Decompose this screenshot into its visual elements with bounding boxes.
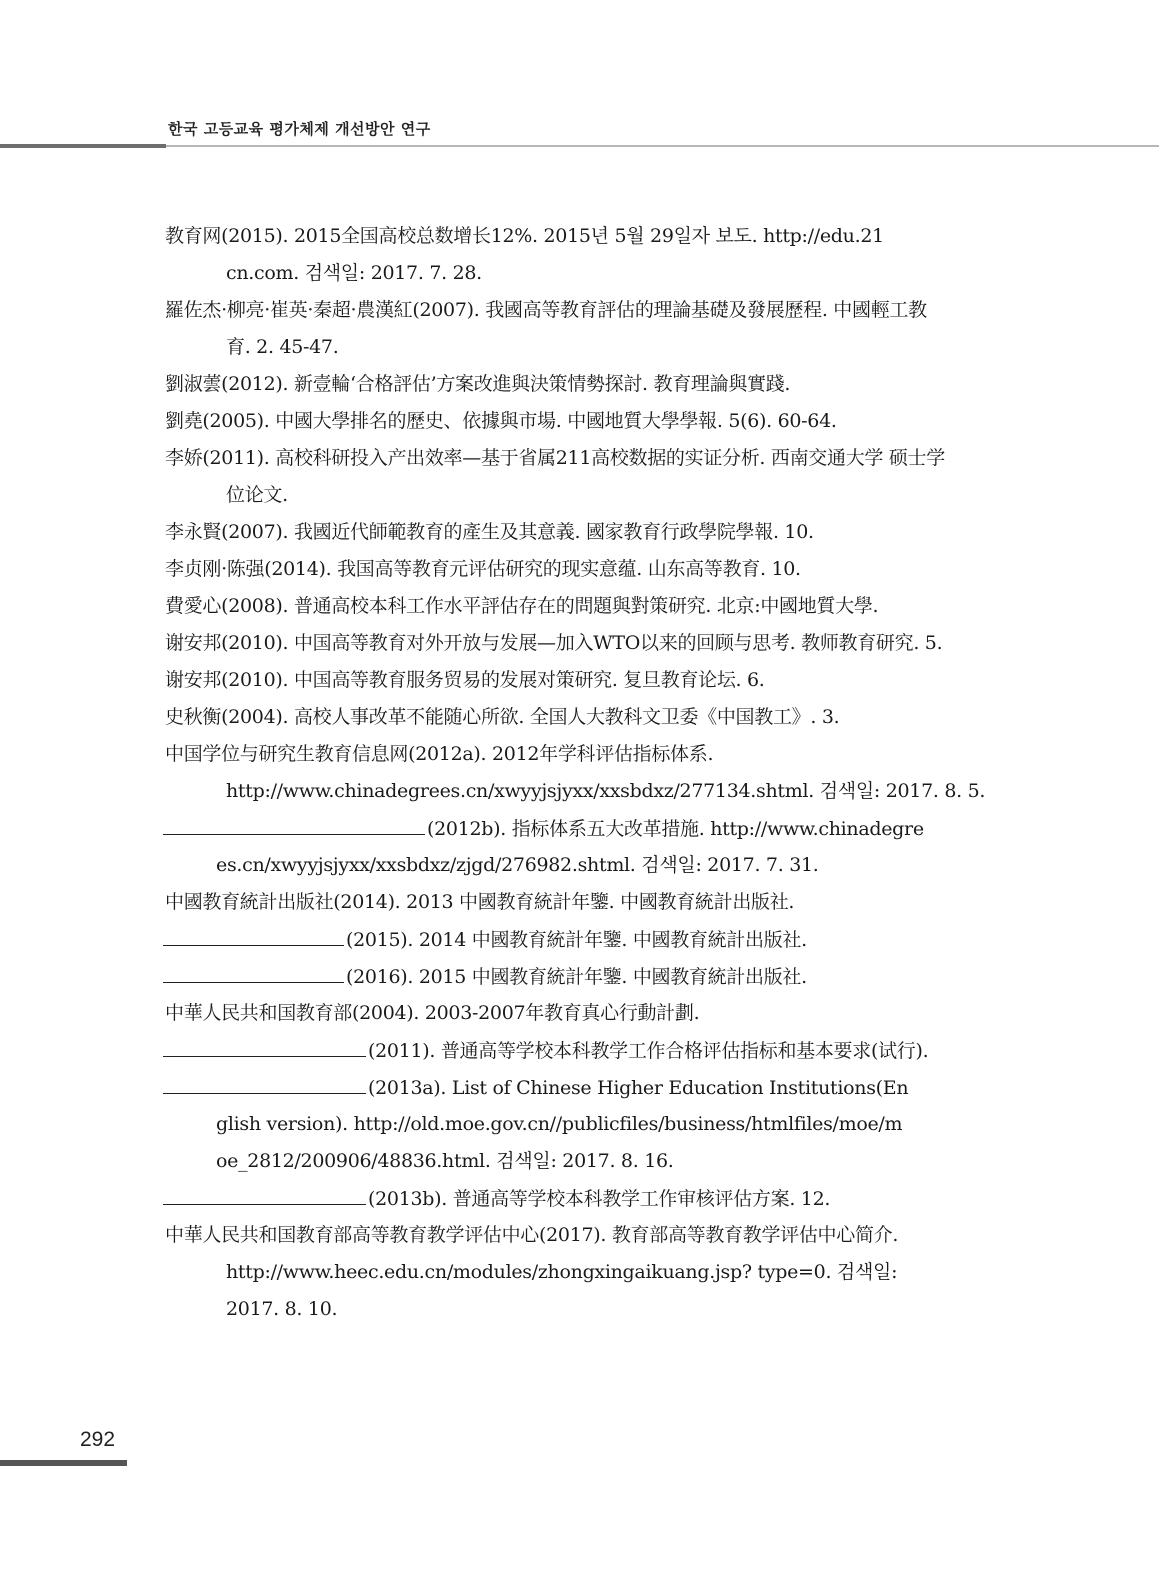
reference-text: (2012b). 指标体系五大改革措施. http://www.chinadegre xyxy=(427,818,924,840)
reference-text: (2011). 普通高等学校本科教学工作合格评估指标和基本要求(试行). xyxy=(368,1040,929,1062)
reference-line: 谢安邦(2010). 中国高等教育对外开放与发展—加入WTO以来的回顾与思考. 教师教育研究. 5. xyxy=(165,632,943,654)
reference-line: 中華人民共和国教育部(2004). 2003-2007年教育真心行動計劃. xyxy=(165,1002,700,1024)
reference-line: oe_2812/200906/48836.html. 검색일: 2017. 8. 16. xyxy=(216,1150,674,1172)
reference-line-continued xyxy=(163,1075,908,1100)
reference-line: 李永賢(2007). 我國近代師範教育的產生及其意義. 國家教育行政學院學報. 10. xyxy=(165,521,814,543)
reference-line: 育. 2. 45-47. xyxy=(226,336,339,358)
reference-line-continued xyxy=(163,927,807,952)
ditto-rule xyxy=(163,1038,366,1057)
reference-line: http://www.heec.edu.cn/modules/zhongxingaikuang.jsp? type=0. 검색일: xyxy=(226,1261,898,1283)
footer-rule xyxy=(0,1460,127,1466)
reference-line: es.cn/xwyyjsjyxx/xxsbdxz/zjgd/276982.shtml. 검색일: 2017. 7. 31. xyxy=(216,854,819,876)
reference-line: 谢安邦(2010). 中国高等教育服务贸易的发展对策研究. 复旦教育论坛. 6. xyxy=(165,669,765,691)
reference-text: (2015). 2014 中國教育統計年鑒. 中國教育統計出版社. xyxy=(346,929,807,951)
reference-line: http://www.chinadegrees.cn/xwyyjsjyxx/xxsbdxz/277134.shtml. 검색일: 2017. 8. 5. xyxy=(226,780,986,802)
reference-text: (2016). 2015 中國教育統計年鑒. 中國教育統計出版社. xyxy=(346,966,807,988)
reference-line: 李娇(2011). 高校科研投入产出效率—基于省属211高校数据的实证分析. 西南交通大学 硕士学 xyxy=(165,447,945,469)
ditto-rule xyxy=(163,816,425,835)
reference-line: 劉淑蕓(2012). 新壹輪‘合格評估’方案改進與決策情勢探討. 教育理論與實踐. xyxy=(165,373,791,395)
header-rule xyxy=(166,145,1159,147)
ditto-rule xyxy=(163,927,344,946)
ditto-rule xyxy=(163,1075,366,1094)
reference-line: 羅佐杰·柳亮·崔英·秦超·農漢紅(2007). 我國高等教育評估的理論基礎及發展歷程. 中國輕工教 xyxy=(165,299,927,321)
reference-line: glish version). http://old.moe.gov.cn//publicfiles/business/htmlfiles/moe/m xyxy=(216,1113,903,1135)
ditto-rule xyxy=(163,964,344,983)
running-header-title: 한국 고등교육 평가체제 개선방안 연구 xyxy=(168,120,431,138)
reference-line: 中國教育統計出版社(2014). 2013 中國教育統計年鑒. 中國教育統計出版社. xyxy=(165,891,795,913)
reference-line: 費愛心(2008). 普通高校本科工作水平評估存在的問題與對策研究. 北京:中國地質大學. xyxy=(165,595,879,617)
ditto-rule xyxy=(163,1186,366,1205)
reference-text: (2013a). List of Chinese Higher Education Institutions(En xyxy=(368,1077,909,1099)
reference-line: 教育网(2015). 2015全国高校总数增长12%. 2015년 5월 29일자 보도. http://edu.21 xyxy=(165,225,884,247)
reference-line: 劉堯(2005). 中國大學排名的歷史、依據與市場. 中國地質大學學報. 5(6). 60-64. xyxy=(165,410,837,432)
reference-line-continued xyxy=(163,1186,830,1211)
reference-line: cn.com. 검색일: 2017. 7. 28. xyxy=(226,262,482,284)
header-rule-accent xyxy=(0,144,166,148)
reference-line: 史秋衡(2004). 高校人事改革不能随心所欲. 全国人大教科文卫委《中国教工》. 3. xyxy=(165,706,840,728)
page-number: 292 xyxy=(80,1428,116,1451)
reference-line: 李贞刚·陈强(2014). 我国高等教育元评估研究的现实意蕴. 山东高等教育. 10. xyxy=(165,558,801,580)
reference-line-continued xyxy=(163,1038,928,1063)
reference-line-continued xyxy=(163,964,807,989)
reference-line-continued xyxy=(163,816,924,841)
reference-line: 中華人民共和国教育部高等教育教学评估中心(2017). 教育部高等教育教学评估中心简介. xyxy=(165,1224,899,1246)
reference-line: 位论文. xyxy=(226,484,288,506)
reference-line: 2017. 8. 10. xyxy=(226,1298,338,1320)
reference-line: 中国学位与研究生教育信息网(2012a). 2012年学科评估指标体系. xyxy=(165,743,714,765)
reference-text: (2013b). 普通高等学校本科教学工作审核评估方案. 12. xyxy=(368,1188,831,1210)
